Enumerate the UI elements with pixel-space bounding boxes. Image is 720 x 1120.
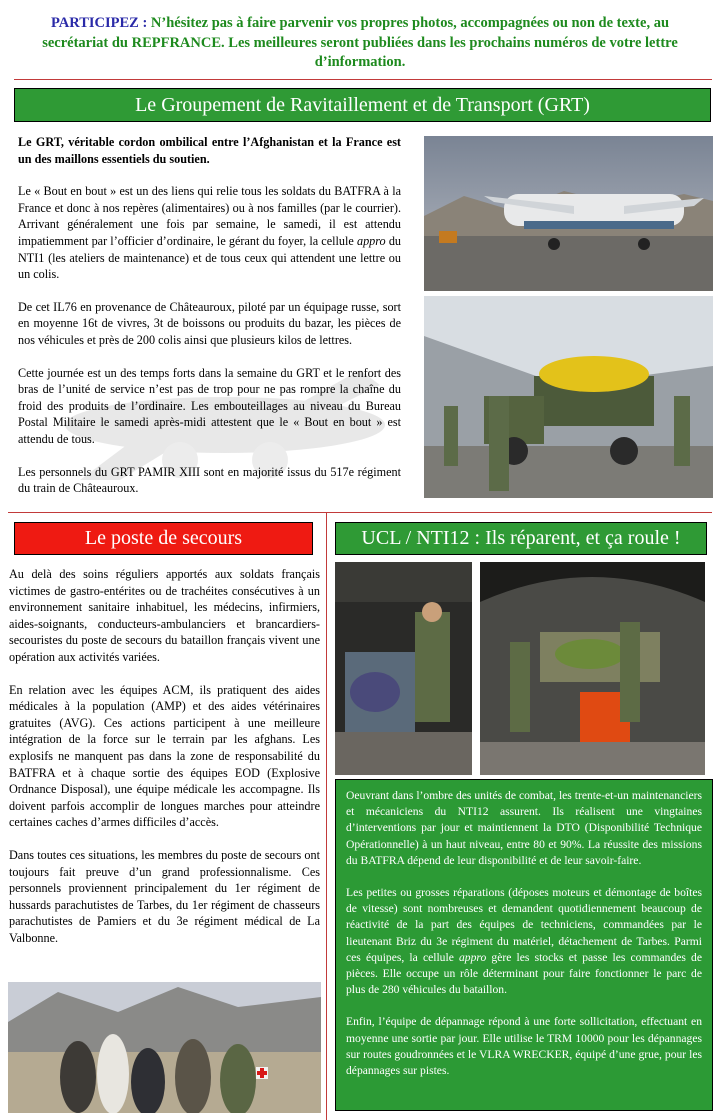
poste-text: [9, 566, 320, 962]
ucl-p2-em: appro: [459, 950, 487, 964]
ucl-paragraph-1: Oeuvrant dans l’ombre des unités de combat, les trente-et-un maintenanciers et mécaniciens du NTI12 assurent. Ils réalisent une vingtaines d’interventions par jour et maintiennent la DTO (Disponibilité Technique Opérationnelle) à un haut niveau, entre 80 et 90%. La réussite des missions du BATFRA dépend de leur disponibilité et de leur savoir-faire.: [346, 789, 702, 867]
poste-paragraph-1: Au delà des soins réguliers apportés aux soldats français victimes de gastro-entérites ou de trachéites consécutives à un environnement sanitaire inhabituel, les médecins, infirmiers, aides-soignants, conducteurs-ambulanciers et brancardiers-secouristes du poste de secours du bataillon français vivent une opération aux activités variées.: [9, 567, 320, 664]
top-divider: [14, 79, 712, 80]
participez-notice: [40, 14, 680, 73]
poste-paragraph-2: En relation avec les équipes ACM, ils pratiquent des aides médicales à la population (AMP) et des aides vétérinaires gratuites (AVG). Ces actions participent à une meilleure intégration de la force sur le terrain par les afghans. Les explosifs ne manquent pas dans la zone de responsabilité du BATFRA et à chaque sortie des équipes EOD (Explosive Ordnance Disposal), une équipe médicale les accompagne. Ils doivent parfois accomplir de longues marches pour atteindre certaines caches d’armes difficiles d’accès.: [9, 682, 320, 830]
poste-title: Le poste de secours: [84, 527, 243, 549]
column-divider: [326, 513, 327, 1120]
poste-paragraph-3: Dans toutes ces situations, les membres du poste de secours ont toujours fait preuve d’un grand professionnalisme. Ces personnels proviennent principalement du 1er régiment de hussards parachutistes de Tarbes, du 1er régiment de chasseurs parachutistes de Pamiers et du 3e régiment médical de La Valbonne.: [9, 847, 320, 945]
grt-paragraph-4: Les personnels du GRT PAMIR XIII sont en majorité issus du 517e régiment du train de Châteauroux.: [18, 464, 401, 496]
grt-text: [18, 134, 401, 513]
grt-title: Le Groupement de Ravitaillement et de Transport (GRT): [135, 93, 590, 116]
ucl-text-box: [335, 779, 713, 1111]
notice-lead: PARTICIPEZ :: [50, 15, 148, 31]
photo-cargo-plane: [424, 136, 713, 291]
ucl-p2-a: Les petites ou grosses réparations (déposes moteurs et démontage de boîtes de vitesse) sont nombreuses et demandent quotidiennement beaucoup de réactivité de la part des équipes de techniciens, commandées par le lieutenant Briz du 3e régiment du matériel, détachement de Tarbes. Parmi ces équipes, la cellule: [346, 886, 702, 964]
notice-text: N’hésitez pas à faire parvenir vos propres photos, accompagnées ou non de texte, au secrétariat du REPFRANCE. Les meilleures seront publiées dans les prochains numéros de votre lettre d’information.: [42, 15, 678, 70]
photo-medical-team: [8, 982, 321, 1113]
grt-paragraph-3: Cette journée est un des temps forts dans la semaine du GRT et le renfort des bras de l’unité de service n’est pas de trop pour ne pas rompre la chaîne du froid des produits de l’ordinaire. Les embouteillages au niveau du Bureau Postal Militaire le samedi après-midi attestent que le « Bout en bout » est attendu de tous.: [18, 365, 401, 446]
grt-paragraph-2: De cet IL76 en provenance de Châteauroux, piloté par un équipage russe, sort en moyenne 16t de vivres, 3t de boissons ou produits du bazar, les pièces de nos véhicules et près de 200 colis ainsi que plusieurs kilos de lettres.: [18, 299, 401, 347]
grt-paragraph-1: [18, 183, 401, 283]
grt-p1-a: Le « Bout en bout » est un des liens qui relie tous les soldats du BATFRA à la France et donc à nos repères (alimentaires) ou à nos familles (par le courrier). Arrivant généralement une fois par semaine, le samedi, il est attendu impatiemment par l’officier d’ordinaire, le gérant du foyer, la cellule: [18, 184, 401, 248]
grt-banner: [14, 88, 711, 122]
ucl-title: UCL / NTI12 : Ils réparent, et ça roule !: [361, 527, 681, 549]
photo-unloading-truck: [424, 296, 713, 498]
grt-p1-b: du NTI1 (les ateliers de maintenance) et de tous ceux qui attendent une lettre ou un colis.: [18, 233, 402, 282]
ucl-paragraph-2: [346, 885, 702, 998]
photo-mechanic-engine: [335, 562, 472, 775]
ucl-paragraph-3: Enfin, l’équipe de dépannage répond à une forte sollicitation, effectuant en moyenne une sortie par jour. Elle utilise le TRM 10000 pour les dépannages sur routes goudronnées et le VLRA WRECKER, équipé d’une grue, pour les dépannages sur pistes.: [346, 1015, 702, 1078]
ucl-banner: [335, 522, 707, 555]
photo-workshop-vehicle: [480, 562, 705, 775]
mid-divider: [8, 512, 712, 513]
ucl-p2-b: gère les stocks et passe les commandes de pièces. Elle occupe un rôle déterminant pour faire fonctionner le parc de plus de 280 véhicules du bataillon.: [346, 950, 702, 997]
grt-lead: Le GRT, véritable cordon ombilical entre l’Afghanistan et la France est un des maillons essentiels du soutien.: [18, 135, 401, 166]
grt-p1-em: appro: [356, 233, 386, 248]
poste-banner: [14, 522, 313, 555]
